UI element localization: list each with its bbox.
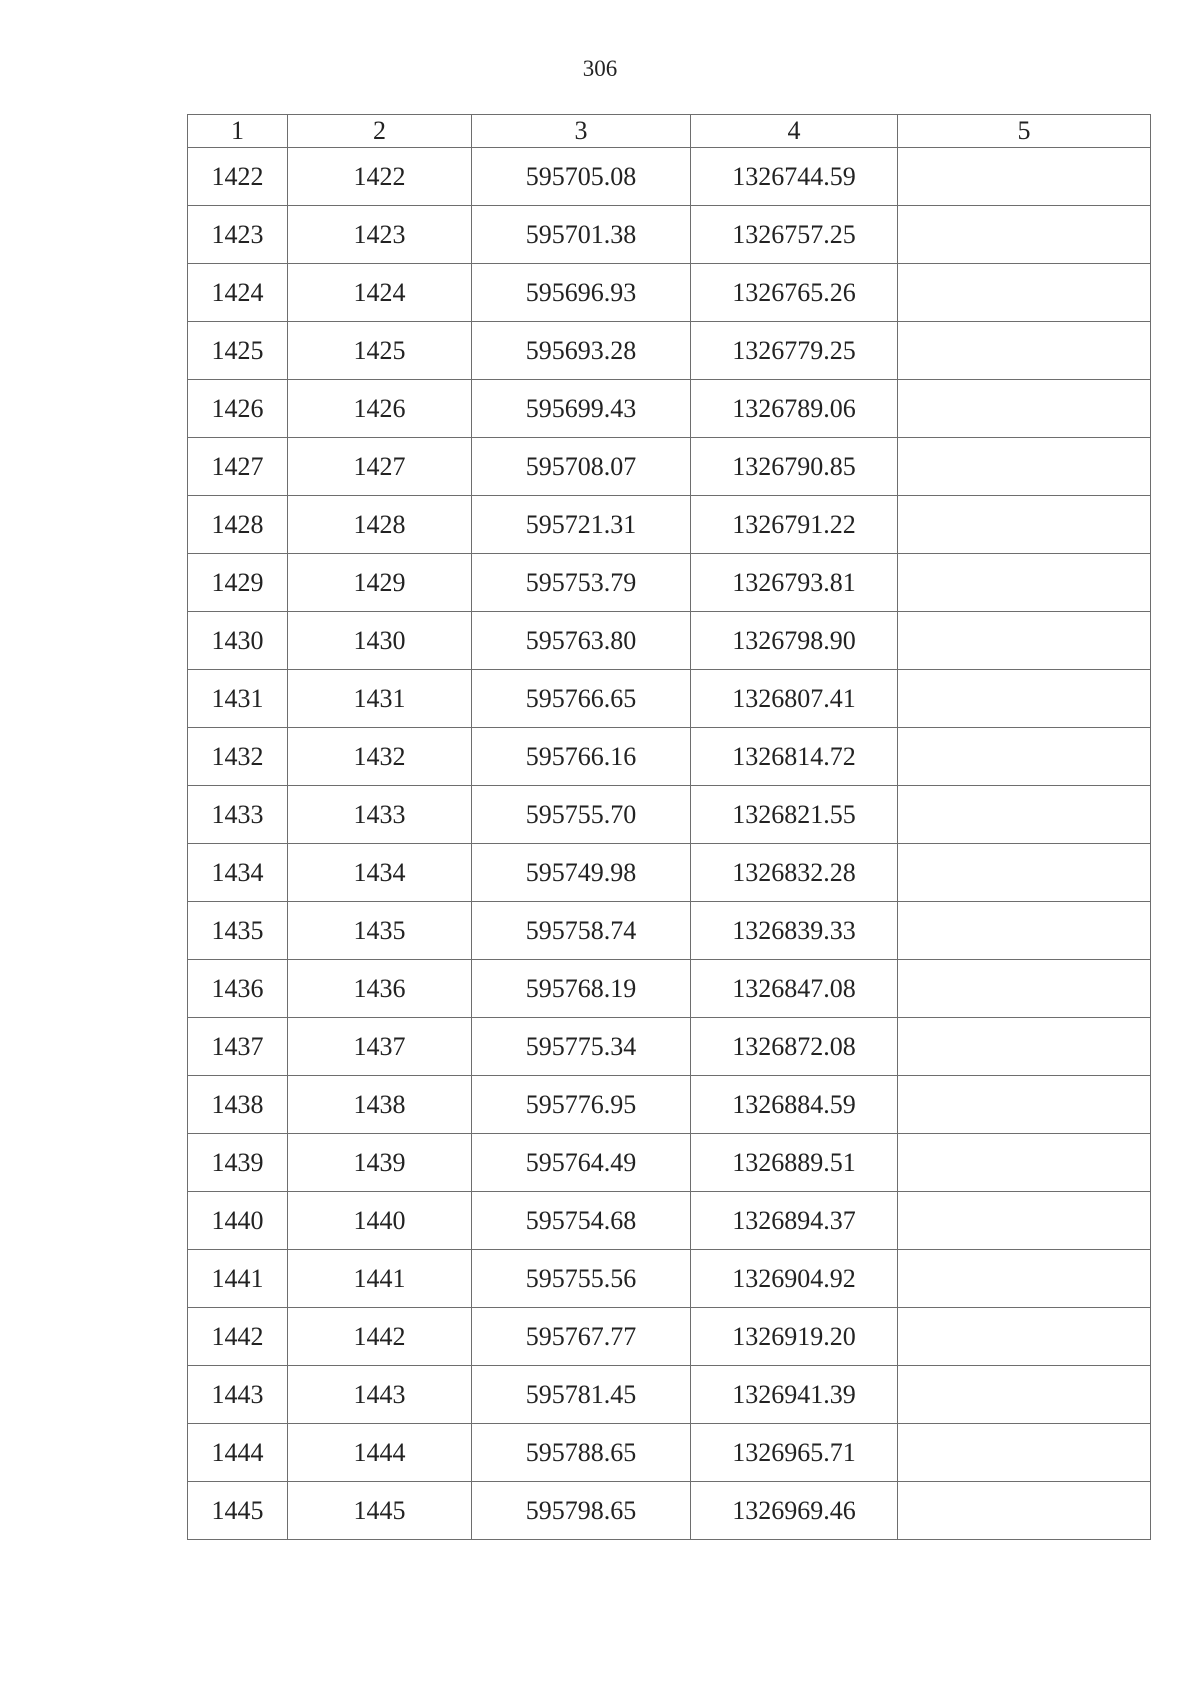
x-coordinate-cell: 595758.74 (472, 902, 691, 960)
note-cell (898, 148, 1151, 206)
note-cell (898, 786, 1151, 844)
header-col-3: 3 (472, 115, 691, 148)
table-body (188, 148, 1151, 1540)
x-coordinate-cell: 595766.16 (472, 728, 691, 786)
x-coordinate-cell: 595755.70 (472, 786, 691, 844)
table-row (188, 960, 1151, 1018)
point-id-cell: 1437 (288, 1018, 472, 1076)
point-number-cell: 1435 (188, 902, 288, 960)
point-id-cell: 1422 (288, 148, 472, 206)
y-coordinate-cell: 1326904.92 (691, 1250, 898, 1308)
note-cell (898, 1192, 1151, 1250)
x-coordinate-cell: 595764.49 (472, 1134, 691, 1192)
point-id-cell: 1441 (288, 1250, 472, 1308)
point-number-cell: 1445 (188, 1482, 288, 1540)
y-coordinate-cell: 1326832.28 (691, 844, 898, 902)
x-coordinate-cell: 595705.08 (472, 148, 691, 206)
x-coordinate-cell: 595696.93 (472, 264, 691, 322)
x-coordinate-cell: 595768.19 (472, 960, 691, 1018)
y-coordinate-cell: 1326779.25 (691, 322, 898, 380)
table-row (188, 554, 1151, 612)
table-row (188, 670, 1151, 728)
point-number-cell: 1440 (188, 1192, 288, 1250)
point-id-cell: 1430 (288, 612, 472, 670)
table-row (188, 1076, 1151, 1134)
note-cell (898, 438, 1151, 496)
x-coordinate-cell: 595708.07 (472, 438, 691, 496)
note-cell (898, 380, 1151, 438)
table-row (188, 1018, 1151, 1076)
x-coordinate-cell: 595749.98 (472, 844, 691, 902)
point-id-cell: 1435 (288, 902, 472, 960)
point-id-cell: 1443 (288, 1366, 472, 1424)
point-id-cell: 1436 (288, 960, 472, 1018)
note-cell (898, 264, 1151, 322)
header-col-4: 4 (691, 115, 898, 148)
y-coordinate-cell: 1326807.41 (691, 670, 898, 728)
table-row (188, 496, 1151, 554)
y-coordinate-cell: 1326884.59 (691, 1076, 898, 1134)
table-row (188, 902, 1151, 960)
note-cell (898, 1018, 1151, 1076)
note-cell (898, 206, 1151, 264)
point-id-cell: 1425 (288, 322, 472, 380)
point-number-cell: 1424 (188, 264, 288, 322)
x-coordinate-cell: 595766.65 (472, 670, 691, 728)
point-id-cell: 1434 (288, 844, 472, 902)
y-coordinate-cell: 1326765.26 (691, 264, 898, 322)
x-coordinate-cell: 595753.79 (472, 554, 691, 612)
y-coordinate-cell: 1326894.37 (691, 1192, 898, 1250)
point-id-cell: 1423 (288, 206, 472, 264)
table-row (188, 1424, 1151, 1482)
note-cell (898, 1424, 1151, 1482)
y-coordinate-cell: 1326790.85 (691, 438, 898, 496)
table-row (188, 264, 1151, 322)
x-coordinate-cell: 595763.80 (472, 612, 691, 670)
point-id-cell: 1426 (288, 380, 472, 438)
point-number-cell: 1428 (188, 496, 288, 554)
note-cell (898, 1076, 1151, 1134)
table-row (188, 148, 1151, 206)
point-number-cell: 1431 (188, 670, 288, 728)
point-number-cell: 1423 (188, 206, 288, 264)
note-cell (898, 554, 1151, 612)
point-number-cell: 1436 (188, 960, 288, 1018)
table-row (188, 786, 1151, 844)
point-id-cell: 1444 (288, 1424, 472, 1482)
y-coordinate-cell: 1326847.08 (691, 960, 898, 1018)
point-id-cell: 1433 (288, 786, 472, 844)
y-coordinate-cell: 1326791.22 (691, 496, 898, 554)
point-number-cell: 1443 (188, 1366, 288, 1424)
table-row (188, 1192, 1151, 1250)
point-number-cell: 1439 (188, 1134, 288, 1192)
note-cell (898, 844, 1151, 902)
x-coordinate-cell: 595699.43 (472, 380, 691, 438)
note-cell (898, 902, 1151, 960)
x-coordinate-cell: 595693.28 (472, 322, 691, 380)
coordinates-table (187, 114, 1151, 1540)
point-id-cell: 1439 (288, 1134, 472, 1192)
table-row (188, 206, 1151, 264)
point-number-cell: 1437 (188, 1018, 288, 1076)
y-coordinate-cell: 1326744.59 (691, 148, 898, 206)
point-id-cell: 1429 (288, 554, 472, 612)
table-row (188, 1308, 1151, 1366)
header-row (188, 115, 1151, 148)
point-number-cell: 1430 (188, 612, 288, 670)
point-id-cell: 1445 (288, 1482, 472, 1540)
header-col-2: 2 (288, 115, 472, 148)
table-row (188, 728, 1151, 786)
point-id-cell: 1438 (288, 1076, 472, 1134)
point-id-cell: 1431 (288, 670, 472, 728)
x-coordinate-cell: 595767.77 (472, 1308, 691, 1366)
table-row (188, 1482, 1151, 1540)
table-row (188, 844, 1151, 902)
header-col-5: 5 (898, 115, 1151, 148)
point-number-cell: 1429 (188, 554, 288, 612)
y-coordinate-cell: 1326757.25 (691, 206, 898, 264)
table-row (188, 380, 1151, 438)
note-cell (898, 612, 1151, 670)
note-cell (898, 1134, 1151, 1192)
x-coordinate-cell: 595788.65 (472, 1424, 691, 1482)
y-coordinate-cell: 1326969.46 (691, 1482, 898, 1540)
table-row (188, 1134, 1151, 1192)
point-number-cell: 1422 (188, 148, 288, 206)
point-number-cell: 1434 (188, 844, 288, 902)
page-number: 306 (582, 56, 618, 81)
table-row (188, 612, 1151, 670)
point-id-cell: 1440 (288, 1192, 472, 1250)
note-cell (898, 1250, 1151, 1308)
y-coordinate-cell: 1326839.33 (691, 902, 898, 960)
x-coordinate-cell: 595701.38 (472, 206, 691, 264)
note-cell (898, 322, 1151, 380)
y-coordinate-cell: 1326941.39 (691, 1366, 898, 1424)
header-col-1: 1 (188, 115, 288, 148)
point-number-cell: 1433 (188, 786, 288, 844)
y-coordinate-cell: 1326872.08 (691, 1018, 898, 1076)
point-number-cell: 1432 (188, 728, 288, 786)
x-coordinate-cell: 595755.56 (472, 1250, 691, 1308)
y-coordinate-cell: 1326793.81 (691, 554, 898, 612)
point-number-cell: 1427 (188, 438, 288, 496)
point-id-cell: 1427 (288, 438, 472, 496)
point-number-cell: 1426 (188, 380, 288, 438)
point-number-cell: 1444 (188, 1424, 288, 1482)
note-cell (898, 1308, 1151, 1366)
x-coordinate-cell: 595798.65 (472, 1482, 691, 1540)
y-coordinate-cell: 1326821.55 (691, 786, 898, 844)
point-number-cell: 1425 (188, 322, 288, 380)
note-cell (898, 496, 1151, 554)
y-coordinate-cell: 1326889.51 (691, 1134, 898, 1192)
x-coordinate-cell: 595775.34 (472, 1018, 691, 1076)
point-id-cell: 1424 (288, 264, 472, 322)
note-cell (898, 1366, 1151, 1424)
note-cell (898, 960, 1151, 1018)
note-cell (898, 1482, 1151, 1540)
note-cell (898, 728, 1151, 786)
table-header (188, 115, 1151, 148)
point-id-cell: 1442 (288, 1308, 472, 1366)
y-coordinate-cell: 1326919.20 (691, 1308, 898, 1366)
point-id-cell: 1432 (288, 728, 472, 786)
table-row (188, 322, 1151, 380)
y-coordinate-cell: 1326965.71 (691, 1424, 898, 1482)
y-coordinate-cell: 1326814.72 (691, 728, 898, 786)
x-coordinate-cell: 595781.45 (472, 1366, 691, 1424)
table-row (188, 1250, 1151, 1308)
y-coordinate-cell: 1326789.06 (691, 380, 898, 438)
x-coordinate-cell: 595754.68 (472, 1192, 691, 1250)
x-coordinate-cell: 595776.95 (472, 1076, 691, 1134)
table-row (188, 1366, 1151, 1424)
point-id-cell: 1428 (288, 496, 472, 554)
x-coordinate-cell: 595721.31 (472, 496, 691, 554)
point-number-cell: 1442 (188, 1308, 288, 1366)
note-cell (898, 670, 1151, 728)
y-coordinate-cell: 1326798.90 (691, 612, 898, 670)
table-row (188, 438, 1151, 496)
point-number-cell: 1438 (188, 1076, 288, 1134)
point-number-cell: 1441 (188, 1250, 288, 1308)
